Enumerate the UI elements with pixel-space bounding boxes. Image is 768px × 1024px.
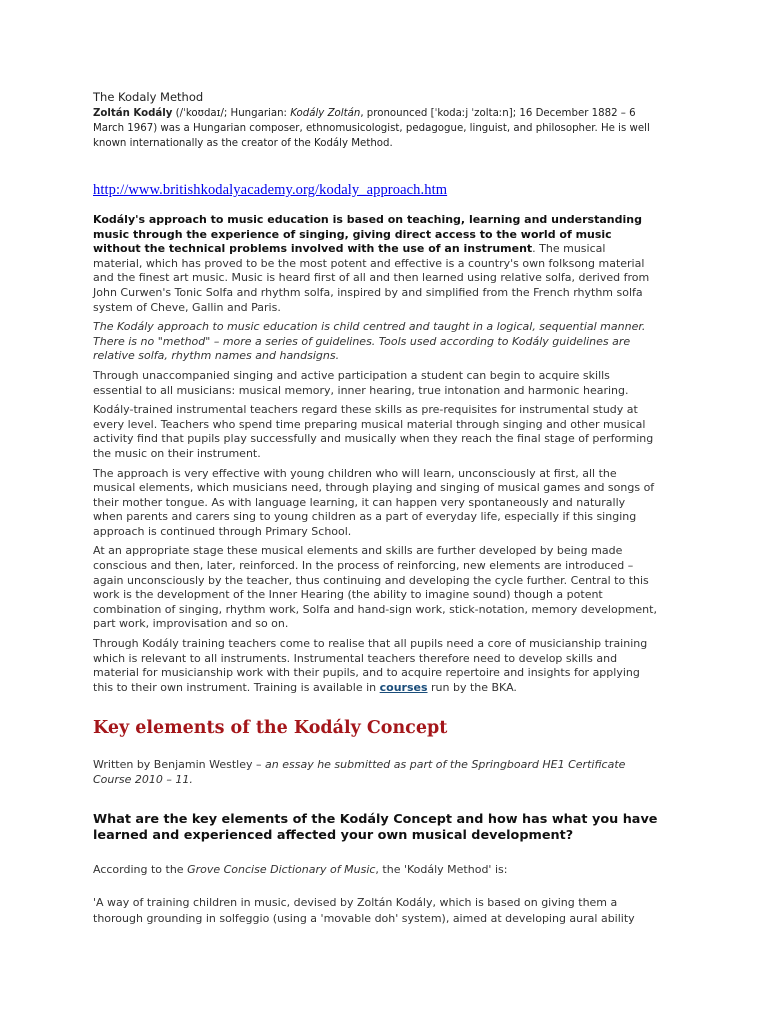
according-text-a: According to the (93, 862, 188, 876)
section-heading: Key elements of the Kodály Concept (93, 718, 448, 739)
byline-author: Written by Benjamin Westley – (93, 758, 266, 772)
child-centred-italic: The Kodály approach to music education is child centred and taught in a logical, sequential manner. There is no "method" – more a series of guidelines. Tools used according to Kodály guidelines are relative solfa, rhythm names and handsigns. (93, 320, 646, 363)
document-content (93, 90, 658, 926)
bka-link[interactable]: http://www.britishkodalyacademy.org/kodaly_approach.htm (93, 182, 448, 198)
paragraph-training (93, 637, 658, 695)
according-text-b: , the 'Kodály Method' is: (375, 862, 508, 876)
byline-note: an essay he submitted as part of the Springboard HE1 Certificate Course 2010 – 11. (93, 758, 626, 786)
essay-question: What are the key elements of the Kodály Concept and how has what you have learned and experienced affected your own musical development? (93, 811, 658, 843)
paragraph-inner-hearing: At an appropriate stage these musical elements and skills are further developed by being made conscious and then, later, reinforced. In the process of reinforcing, new elements are introduced – again unconsciously by the teacher, thus continuing and developing the cycle further. Central to this work is the development of the Inner Hearing (the ability to imagine sound) though a potent combination of singing, rhythm work, Solfa and hand-sign work, stick-notation, memory development, part work, improvisation and so on. (93, 544, 657, 631)
approach-lead: Kodály's approach to music education is based on teaching, learning and understanding music through the experience of singing, giving direct access to the world of music without the technical problems involved with the use of an instrument (93, 213, 642, 256)
dictionary-title: Grove Concise Dictionary of Music (187, 862, 376, 876)
courses-link[interactable]: courses (379, 680, 428, 694)
paragraph-instrumental-teachers: Kodály-trained instrumental teachers regard these skills as pre-requisites for instrumental study at every level. Teachers who spend time preparing musical material through singing and other musical activity find that pupils play successfully and musically when they reach the final stage of performing the music on their instrument. (93, 403, 654, 460)
paragraph-child-centred (93, 320, 658, 364)
intro-text-a: (/ˈkoʊdaɪ/; Hungarian: (172, 108, 291, 119)
definition-quote: 'A way of training children in music, devised by Zoltán Kodály, which is based on giving them a thorough grounding in solfeggio (using a 'movable doh' system), aimed at developing aural ability (93, 896, 635, 925)
intro-text-b: , pronounced [ˈkodaːj ˈzoltaːn]; 16 December 1882 – 6 March 1967) was a Hungarian composer, ethnomusicologist, pedagogue, linguist, and philosopher. He is well known internationally as the creator of the Kodály Method. (93, 108, 650, 149)
paragraph-according (93, 863, 658, 878)
paragraph-singing: Through unaccompanied singing and active participation a student can begin to acquire skills essential to all musicians: musical memory, inner hearing, true intonation and harmonic hearing. (93, 368, 629, 397)
byline (93, 758, 658, 787)
intro-hungarian-name: Kodály Zoltán (290, 108, 361, 119)
article-body (93, 213, 658, 695)
paragraph-young-children: The approach is very effective with young children who will learn, unconsciously at first, all the musical elements, which musicians need, through playing and singing of musical games and songs of their mother tongue. As with language learning, it can happen very spontaneously and naturally when parents and carers sing to young children as a part of everyday life, especially if this singing approach is continued through Primary School. (93, 466, 655, 538)
document-title: The Kodaly Method (93, 90, 204, 104)
intro-name: Zoltán Kodály (93, 108, 173, 119)
training-text-a: Through Kodály training teachers come to realise that all pupils need a core of musicianship training which is relevant to all instruments. Instrumental teachers therefore need to develop skills and material for musicianship work with their pupils, and to acquire repertoire and insights for applying this to their own instrument. Training is available in (93, 637, 648, 694)
training-text-b: run by the BKA. (427, 680, 517, 694)
paragraph-approach (93, 213, 658, 315)
intro-paragraph (93, 106, 658, 151)
approach-rest: . The musical material, which has proved to be the most potent and effective is a country's own folksong material and the finest art music. Music is heard first of all and then learned using relative solfa, derived from John Curwen's Tonic Solfa and rhythm solfa, inspired by and simplified from the French rhythm solfa system of Cheve, Gallin and Paris. (93, 242, 650, 314)
